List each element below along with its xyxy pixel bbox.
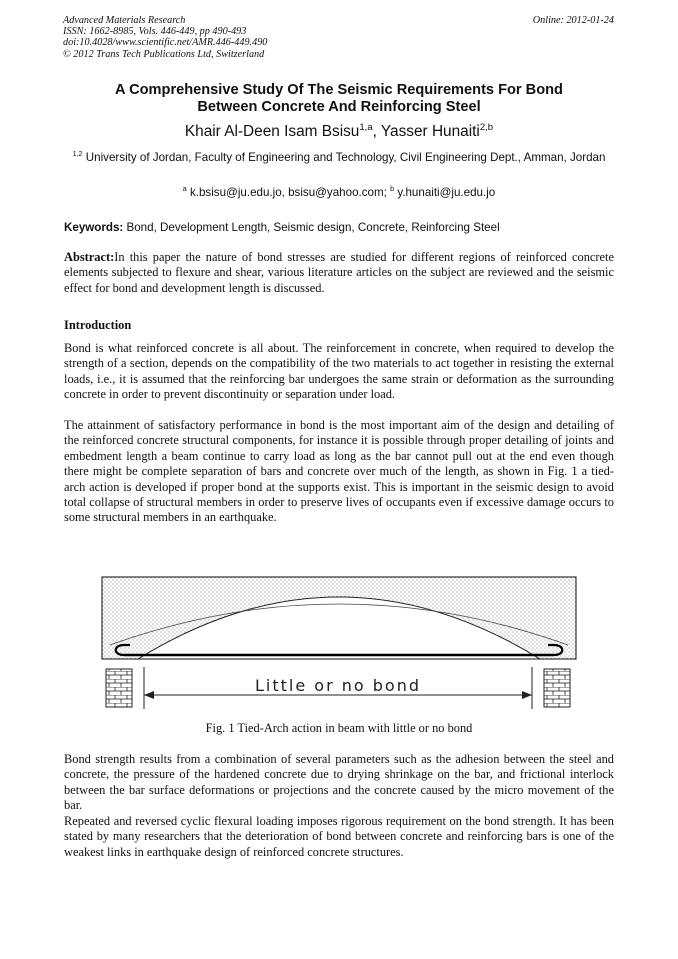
affiliation-text: University of Jordan, Faculty of Engineering and Technology, Civil Engineering Dept., Amman, Jordan bbox=[82, 151, 606, 164]
dimension-arrow-right bbox=[522, 691, 532, 699]
email-a[interactable]: k.bsisu@ju.edu.jo, bsisu@yahoo.com; bbox=[186, 186, 391, 199]
section-heading-introduction: Introduction bbox=[64, 318, 132, 332]
keywords-label: Keywords: bbox=[64, 221, 124, 234]
abstract-label: Abstract: bbox=[64, 250, 115, 264]
support-right bbox=[544, 669, 570, 707]
author-2-affil: 2,b bbox=[479, 121, 494, 133]
author-1: Khair Al-Deen Isam Bsisu bbox=[184, 123, 360, 140]
author-list bbox=[40, 123, 638, 141]
body-paragraph-bond-strength: Bond strength results from a combination of several parameters such as the adhesion between the steel and concrete, the pressure of the hardened concrete due to drying shrinkage on the bar, and frictional interlock between the bar surface deformations or projections and the concrete caused by the micro movement of the bar. bbox=[64, 752, 614, 813]
intro-paragraph-1: Bond is what reinforced concrete is all about. The reinforcement in concrete, when required to develop the strength of a section, depends on the compatibility of the two materials to act together in resisting the external loads, i.e., it is assumed that the reinforcing bar undergoes the same strain or deformation as the surrounding concrete in order to prevent discontinuity or separation under load. bbox=[64, 341, 614, 402]
body-paragraph-cyclic-loading: Repeated and reversed cyclic flexural loading imposes rigorous requirement on the bond strength. It has been stated by many researchers that the deterioration of bond between concrete and reinforcing bars is one of the weakest links in earthquake design of reinforced concrete structures. bbox=[64, 814, 614, 859]
keywords-text: Bond, Development Length, Seismic design, Concrete, Reinforcing Steel bbox=[123, 221, 500, 234]
support-left bbox=[106, 669, 132, 707]
figure-label: Little or no bond bbox=[255, 676, 421, 695]
author-1-affil: 1,a bbox=[359, 121, 373, 133]
email-line bbox=[40, 185, 638, 200]
copyright-line: © 2012 Trans Tech Publications Ltd, Switzerland bbox=[63, 48, 265, 60]
affiliation bbox=[64, 150, 614, 167]
affiliation-sup: 1,2 bbox=[72, 149, 83, 159]
issn-line: ISSN: 1662-8985, Vols. 446-449, pp 490-493 bbox=[63, 26, 247, 38]
tied-arch-figure bbox=[100, 575, 578, 715]
email-b-sup: b bbox=[390, 184, 395, 194]
title-line-1: A Comprehensive Study Of The Seismic Requirements For Bond bbox=[115, 82, 563, 98]
intro-paragraph-2: The attainment of satisfactory performance in bond is the most important aim of the design and detailing of the reinforced concrete structural components, for instance it is possible through proper detailing of joints and embedment length a beam continue to carry load as long as the bar cannot pull out at the end even though there might be complete separation of bars and concrete over much of the length, as shown in Fig. 1 a tied-arch action is developed if proper bond at the supports exist. This is important in the seismic design to avoid total collapse of structural members in order to preserve lives of occupants even if excessive damage occurs to some structural members in an earthquake. bbox=[64, 418, 614, 525]
abstract-text: In this paper the nature of bond stresses are studied for different regions of reinforced concrete elements subjected to flexure and shear, various literature articles on the subject are reviewed and the seismic effect for bond and development length is discussed. bbox=[64, 250, 614, 295]
concrete-arch-fill bbox=[102, 577, 576, 659]
journal-name: Advanced Materials Research bbox=[63, 15, 186, 26]
paper-title bbox=[40, 82, 638, 116]
email-a-sup: a bbox=[182, 184, 187, 194]
email-b[interactable]: y.hunaiti@ju.edu.jo bbox=[394, 186, 496, 199]
online-date: Online: 2012-01-24 bbox=[532, 15, 614, 26]
dimension-arrow-left bbox=[144, 691, 154, 699]
author-separator: , bbox=[372, 123, 381, 140]
doi-line: doi:10.4028/www.scientific.net/AMR.446-449.490 bbox=[63, 37, 268, 49]
abstract bbox=[64, 250, 614, 296]
journal-header bbox=[63, 15, 267, 60]
figure-caption: Fig. 1 Tied-Arch action in beam with little or no bond bbox=[205, 721, 473, 735]
keywords bbox=[64, 220, 624, 235]
title-line-2: Between Concrete And Reinforcing Steel bbox=[197, 99, 481, 115]
author-2: Yasser Hunaiti bbox=[380, 123, 480, 140]
